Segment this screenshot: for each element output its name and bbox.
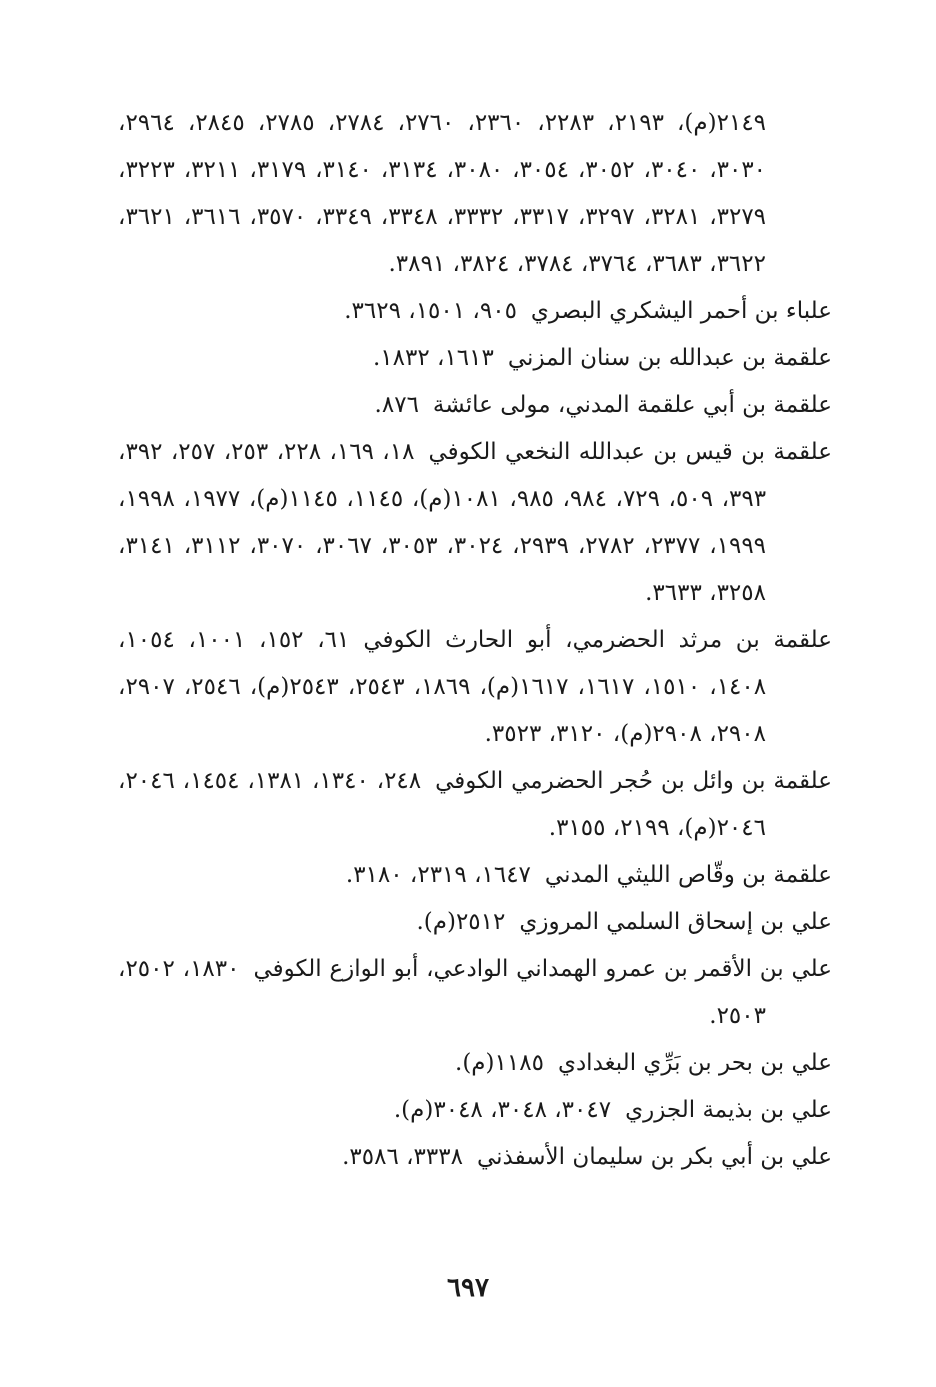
index-entry [118, 617, 832, 758]
index-entry [118, 758, 832, 852]
entry-refs: ١٨، ١٦٩، ٢٢٨، ٢٥٣، ٢٥٧، ٣٩٢، ٣٩٣، ٥٠٩، ٧٢٩، ٩٨٤، ٩٨٥، ١٠٨١(م)، ١١٤٥، ١١٤٥(م)، ١٩٧٧، ١٩٩٨، ١٩٩٩، ٢٣٧٧، ٢٧٨٢، ٢٩٣٩، ٣٠٢٤، ٣٠٥٣، ٣٠٦٧، ٣٠٧٠، ٣١١٢، ٣١٤١، ٣٢٥٨، ٣٦٣٣. [118, 439, 767, 606]
entry-refs: ٦١، ١٥٢، ١٠٠١، ١٠٥٤، ١٤٠٨، ١٥١٠، ١٦١٧، ١٦١٧(م)، ١٨٦٩، ٢٥٤٣، ٢٥٤٣(م)، ٢٥٤٦، ٢٩٠٧، ٢٩٠٨، ٢٩٠٨(م)، ٣١٢٠، ٣٥٢٣. [118, 627, 767, 747]
entry-refs: ٢١٤٩(م)، ٢١٩٣، ٢٢٨٣، ٢٣٦٠، ٢٧٦٠، ٢٧٨٤، ٢٧٨٥، ٢٨٤٥، ٢٩٦٤، ٣٠٣٠، ٣٠٤٠، ٣٠٥٢، ٣٠٥٤، ٣٠٨٠، ٣١٣٤، ٣١٤٠، ٣١٧٩، ٣٢١١، ٣٢٢٣، ٣٢٧٩، ٣٢٨١، ٣٢٩٧، ٣٣١٧، ٣٣٣٢، ٣٣٤٨، ٣٣٤٩، ٣٥٧٠، ٣٦١٦، ٣٦٢١، ٣٦٢٢، ٣٦٨٣، ٣٧٦٤، ٣٧٨٤، ٣٨٢٤، ٣٨٩١. [118, 110, 767, 277]
index-entry [118, 899, 832, 946]
entry-name: علقمة بن مرثد الحضرمي، أبو الحارث الكوفي [363, 627, 832, 653]
entry-name: علباء بن أحمر اليشكري البصري [530, 298, 832, 324]
entry-refs: ١٦٤٧، ٢٣١٩، ٣١٨٠. [345, 862, 531, 888]
entry-refs: ٣٠٤٧، ٣٠٤٨، ٣٠٤٨(م). [393, 1097, 612, 1123]
index-entry [118, 1134, 832, 1181]
index-entry [118, 288, 832, 335]
entry-name: علقمة بن وقّاص الليثي المدني [544, 862, 832, 888]
entry-name: علقمة بن وائل بن حُجر الحضرمي الكوفي [435, 768, 832, 794]
entry-refs: ٨٧٦. [374, 392, 419, 418]
entry-refs: ٢٥١٢(م). [416, 909, 506, 935]
index-entry [118, 382, 832, 429]
index-entry [118, 1040, 832, 1087]
entry-refs: ٢٤٨، ١٣٤٠، ١٣٨١، ١٤٥٤، ٢٠٤٦، ٢٠٤٦(م)، ٢١٩٩، ٣١٥٥. [118, 768, 766, 841]
entry-name: علي بن بحر بن بَرِّي البغدادي [557, 1050, 832, 1076]
entry-name: علي بن أبي بكر بن سليمان الأسفذني [476, 1144, 832, 1170]
entry-name: علقمة بن قيس بن عبدالله النخعي الكوفي [428, 439, 833, 465]
page-number: ٦٩٧ [447, 1273, 489, 1303]
entry-refs: ٣٣٣٨، ٣٥٨٦. [342, 1144, 463, 1170]
entry-name: علقمة بن أبي علقمة المدني، مولى عائشة [432, 392, 832, 418]
entry-refs: ١٦١٣، ١٨٣٢. [372, 345, 494, 371]
index-entries [118, 100, 832, 1181]
index-entry [118, 852, 832, 899]
entry-refs: ٩٠٥، ١٥٠١، ٣٦٢٩. [344, 298, 517, 324]
entry-name: علي بن إسحاق السلمي المروزي [519, 909, 832, 935]
entry-refs: ١٨٣٠، ٢٥٠٢، ٢٥٠٣. [118, 956, 766, 1029]
index-entry [118, 1087, 832, 1134]
entry-name: علي بن الأقمر بن عمرو الهمداني الوادعي، أبو الوازع الكوفي [253, 956, 832, 982]
index-entry [118, 429, 832, 617]
index-entry [118, 946, 832, 1040]
index-entry [118, 335, 832, 382]
entry-name: علي بن بذيمة الجزري [625, 1097, 832, 1123]
entry-name: علقمة بن عبدالله بن سنان المزني [507, 345, 832, 371]
index-entry-continuation [118, 100, 832, 288]
entry-refs: ١١٨٥(م). [455, 1050, 544, 1076]
